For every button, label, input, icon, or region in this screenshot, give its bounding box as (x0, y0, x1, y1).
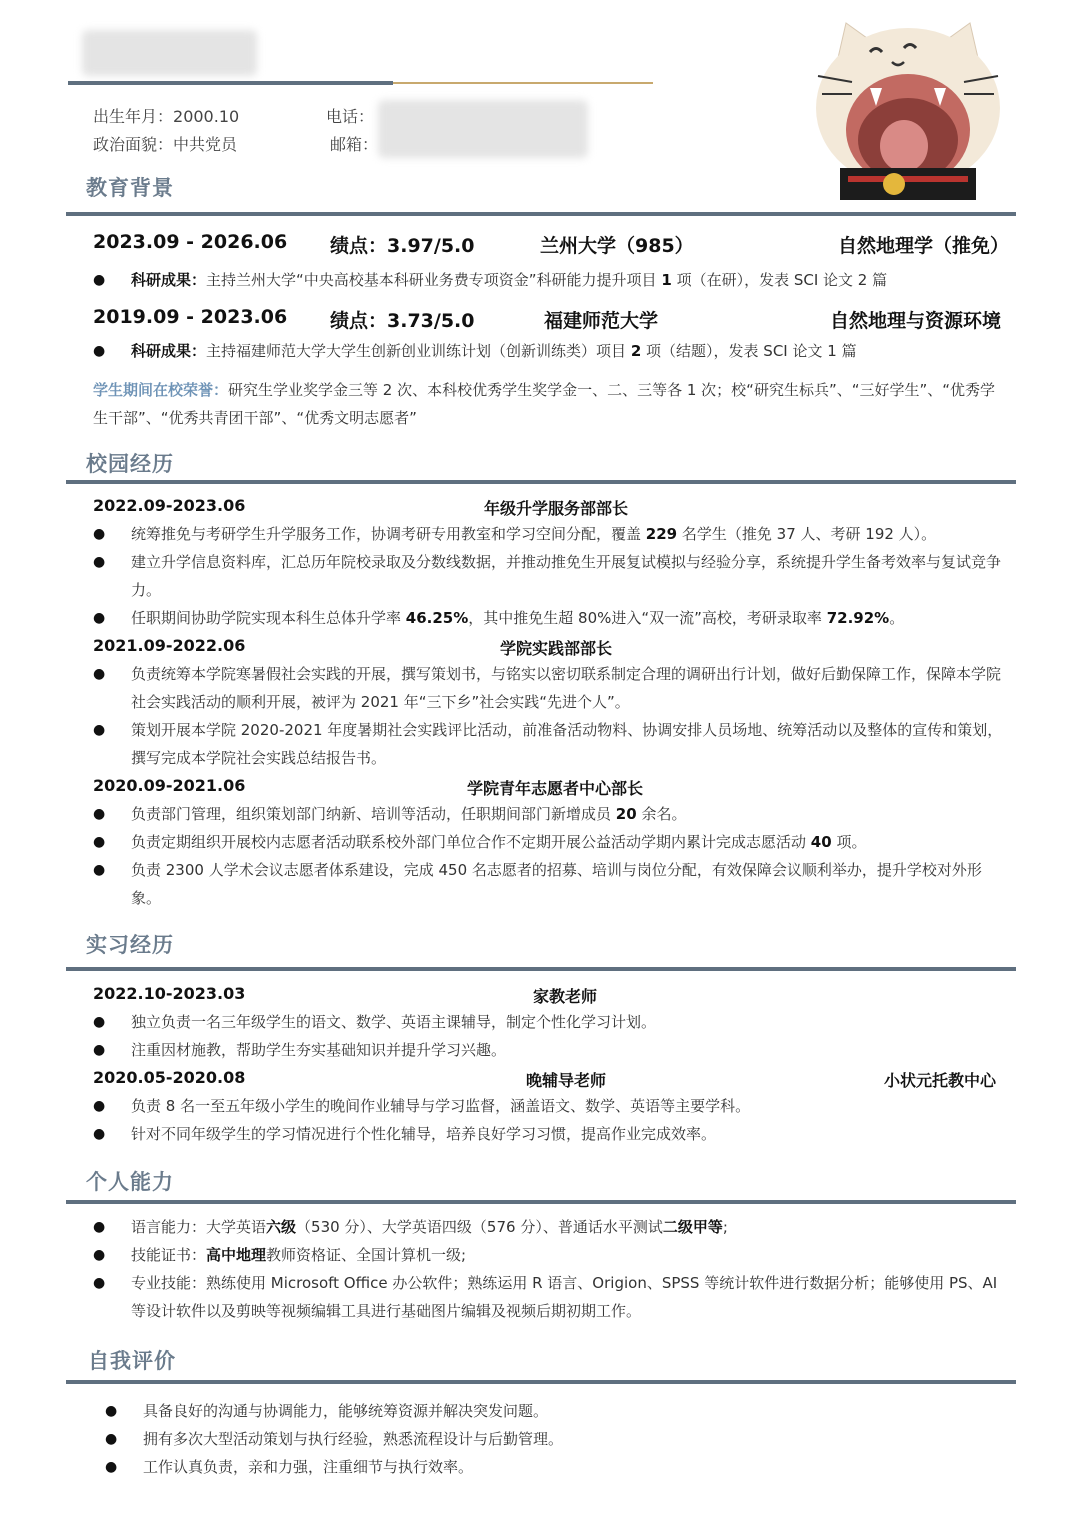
edu-2-period: 2019.09 - 2023.06 (93, 306, 288, 328)
edu-1-major: 自然地理学（推免） (838, 235, 1010, 257)
skills-lang-a: 语言能力：大学英语 (131, 1218, 267, 1236)
header-rule-gold (393, 82, 653, 84)
skills-cert-a: 技能证书： (131, 1246, 207, 1264)
self-eval-text: 工作认真负责，亲和力强，注重细节与执行效率。 (143, 1458, 474, 1476)
phone-label: 电话： (326, 107, 375, 126)
intern-2-role: 晚辅导老师 (526, 1071, 607, 1090)
edu-2-school: 福建师范大学 (544, 310, 659, 332)
bullet-icon: ● (93, 554, 106, 570)
intern-1-bullet-1 (93, 1008, 1011, 1036)
campus-1-role: 年级升学服务部部长 (484, 499, 629, 518)
bullet-icon: ● (105, 1431, 118, 1447)
name-redacted (82, 30, 257, 76)
bullet-icon: ● (105, 1403, 118, 1419)
campus-1-bullet-2 (93, 548, 1011, 604)
bullet-icon: ● (93, 722, 106, 738)
campus-1-b1-bold: 229 (645, 525, 678, 543)
campus-3-b2-a: 负责定期组织开展校内志愿者活动联系校外部门单位合作不定期开展公益活动学期内累计完成志愿活动 (131, 833, 807, 851)
campus-3-b1-a: 负责部门管理，组织策划部门纳新、培训等活动，任职期间部门新增成员 (131, 805, 612, 823)
campus-3-bullet-2 (93, 828, 1011, 856)
campus-1-b2: 建立升学信息资料库，汇总历年院校录取及分数线数据，并推动推免生开展复试模拟与经验分享，系统提升学生备考效率与复试竞争力。 (131, 553, 1002, 599)
birth-info (93, 104, 239, 127)
campus-3-b1-b: 余名。 (641, 805, 687, 823)
bullet-icon: ● (93, 1126, 106, 1142)
birth-label: 出生年月： (93, 107, 174, 126)
campus-1-b1-b: 名学生（推免 37 人、考研 192 人）。 (681, 525, 937, 543)
campus-1-bullet-3 (93, 604, 1011, 632)
edu-2-research (93, 337, 1011, 365)
politics-label: 政治面貌： (93, 135, 174, 154)
politics-info (93, 132, 237, 155)
section-title-campus: 校园经历 (86, 452, 174, 476)
bullet-icon: ● (93, 1219, 106, 1235)
skills-professional (93, 1269, 1011, 1325)
campus-1-b3-a: 任职期间协助学院实现本科生总体升学率 (131, 609, 402, 627)
skills-language (93, 1213, 1011, 1241)
section-rule-internship (66, 967, 1016, 971)
honors-text: 研究生学业奖学金三等 2 次、本科校优秀学生奖学金一、二、三等各 1 次；校“研究生标兵”、“三好学生”、“优秀学生干部”、“优秀共青团干部”、“优秀文明志愿者” (93, 381, 996, 427)
intern-1-b2: 注重因材施教，帮助学生夯实基础知识并提升学习兴趣。 (131, 1041, 507, 1059)
self-eval-item (105, 1397, 1003, 1425)
section-rule-self-eval (66, 1380, 1016, 1384)
edu-2-research-text-1: 主持福建师范大学大学生创新创业训练计划（创新训练类）项目 (206, 342, 627, 360)
intern-2-bullet-1 (93, 1092, 1011, 1120)
intern-2-org: 小状元托教中心 (884, 1071, 997, 1090)
campus-3-bullet-1 (93, 800, 1011, 828)
politics-value: 中共党员 (173, 135, 238, 154)
skills-certificates (93, 1241, 1011, 1269)
campus-1-b3-b: ，其中推免生超 80%进入“双一流”高校，考研录取率 (468, 609, 822, 627)
section-title-education: 教育背景 (86, 176, 174, 200)
campus-3-b1-bold: 20 (615, 805, 637, 823)
bullet-icon: ● (93, 1247, 106, 1263)
section-title-self-eval: 自我评价 (88, 1349, 176, 1373)
skills-lang-bold2: 二级甲等 (662, 1218, 723, 1236)
bullet-icon: ● (93, 343, 106, 359)
bullet-icon: ● (93, 666, 106, 682)
edu-1-period: 2023.09 - 2026.06 (93, 231, 288, 253)
skills-lang-b: （530 分）、大学英语四级（576 分）、普通话水平测试 (296, 1218, 663, 1236)
campus-3-role: 学院青年志愿者中心部长 (467, 779, 644, 798)
bullet-icon: ● (93, 806, 106, 822)
bullet-icon: ● (93, 1275, 106, 1291)
email-label: 邮箱： (330, 135, 379, 154)
campus-1-b3-bold1: 46.25% (405, 609, 469, 627)
intern-1-bullet-2 (93, 1036, 1011, 1064)
edu-2-research-bold: 2 (630, 342, 642, 360)
campus-1-period: 2022.09-2023.06 (93, 496, 246, 515)
edu-1-research-text-2: 项（在研），发表 SCI 论文 2 篇 (676, 271, 888, 289)
campus-3-period: 2020.09-2021.06 (93, 776, 246, 795)
edu-1-gpa: 绩点：3.97/5.0 (330, 235, 475, 257)
section-rule-education (66, 212, 1016, 216)
edu-2-research-text-2: 项（结题），发表 SCI 论文 1 篇 (646, 342, 857, 360)
intern-1-role: 家教老师 (533, 987, 598, 1006)
bullet-icon: ● (93, 834, 106, 850)
edu-1-school: 兰州大学（985） (540, 235, 694, 257)
campus-3-bullet-3 (93, 856, 1011, 912)
birth-value: 2000.10 (173, 107, 240, 126)
edu-1-research-label: 科研成果： (131, 271, 207, 289)
campus-2-period: 2021.09-2022.06 (93, 636, 246, 655)
bullet-icon: ● (93, 862, 106, 878)
campus-2-role: 学院实践部部长 (500, 639, 613, 658)
edu-1-research-bold: 1 (661, 271, 672, 289)
campus-2-b1: 负责统筹本学院寒暑假社会实践的开展，撰写策划书，与铭实以密切联系制定合理的调研出行计划，做好后勤保障工作，保障本学院社会实践活动的顺利开展，被评为 2021 年“三下乡”社会实践“先进个人”。 (131, 665, 1002, 711)
intern-2-b2: 针对不同年级学生的学习情况进行个性化辅导，培养良好学习习惯，提高作业完成效率。 (131, 1125, 717, 1143)
campus-2-bullet-2 (93, 716, 1011, 772)
skills-pro: 专业技能：熟练使用 Microsoft Office 办公软件；熟练运用 R 语言、Origion、SPSS 等统计软件进行数据分析；能够使用 PS、AI 等设计软件以及剪映等视频编辑工具进行基础图片编辑及视频后期初期工作。 (131, 1274, 998, 1320)
bullet-icon: ● (93, 1098, 106, 1114)
edu-1-research-text-1: 主持兰州大学“中央高校基本科研业务费专项资金”科研能力提升项目 (206, 271, 657, 289)
skills-cert-bold: 高中地理 (206, 1246, 267, 1264)
bullet-icon: ● (105, 1459, 118, 1475)
section-title-skills: 个人能力 (86, 1170, 174, 1194)
bullet-icon: ● (93, 272, 106, 288)
edu-2-major: 自然地理与资源环境 (830, 310, 1002, 332)
intern-1-period: 2022.10-2023.03 (93, 984, 246, 1003)
section-rule-skills (66, 1200, 1016, 1204)
contact-redacted (378, 100, 588, 158)
self-eval-item (105, 1453, 1003, 1481)
intern-2-b1: 负责 8 名一至五年级小学生的晚间作业辅导与学习监督，涵盖语文、数学、英语等主要学科。 (131, 1097, 751, 1115)
edu-1-research (93, 266, 1011, 294)
campus-2-b2: 策划开展本学院 2020-2021 年度暑期社会实践评比活动，前准备活动物料、协调安排人员场地、统筹活动以及整体的宣传和策划，撰写完成本学院社会实践总结报告书。 (131, 721, 1003, 767)
skills-lang-c: ; (722, 1218, 728, 1236)
section-rule-campus (66, 480, 1016, 484)
skills-cert-b: 教师资格证、全国计算机一级; (266, 1246, 467, 1264)
campus-3-b3: 负责 2300 人学术会议志愿者体系建设，完成 450 名志愿者的招募、培训与岗位分配，有效保障会议顺利举办，提升学校对外形象。 (131, 861, 982, 907)
bullet-icon: ● (93, 610, 106, 626)
campus-3-b2-b: 项。 (836, 833, 867, 851)
campus-2-bullet-1 (93, 660, 1011, 716)
intern-1-b1: 独立负责一名三年级学生的语文、数学、英语主课辅导，制定个性化学习计划。 (131, 1013, 657, 1031)
skills-lang-bold1: 六级 (266, 1218, 297, 1236)
header-rule-dark (68, 81, 393, 85)
self-eval-text: 拥有多次大型活动策划与执行经验，熟悉流程设计与后勤管理。 (143, 1430, 564, 1448)
campus-1-b1-a: 统筹推免与考研学生升学服务工作，协调考研专用教室和学习空间分配，覆盖 (131, 525, 642, 543)
honors (93, 376, 1003, 432)
bullet-icon: ● (93, 1014, 106, 1030)
campus-3-b2-bold: 40 (810, 833, 832, 851)
self-eval-text: 具备良好的沟通与协调能力，能够统筹资源并解决突发问题。 (143, 1402, 549, 1420)
campus-1-b3-c: 。 (889, 609, 905, 627)
edu-2-research-label: 科研成果： (131, 342, 207, 360)
section-title-internship: 实习经历 (86, 933, 174, 957)
campus-1-bullet-1 (93, 520, 1011, 548)
intern-2-period: 2020.05-2020.08 (93, 1068, 246, 1087)
intern-2-bullet-2 (93, 1120, 1011, 1148)
honors-label: 学生期间在校荣誉： (93, 381, 229, 399)
bullet-icon: ● (93, 1042, 106, 1058)
bullet-icon: ● (93, 526, 106, 542)
edu-2-gpa: 绩点：3.73/5.0 (330, 310, 475, 332)
cartoon-cat-icon (808, 18, 1008, 208)
campus-1-b3-bold2: 72.92% (826, 609, 890, 627)
self-eval-item (105, 1425, 1003, 1453)
